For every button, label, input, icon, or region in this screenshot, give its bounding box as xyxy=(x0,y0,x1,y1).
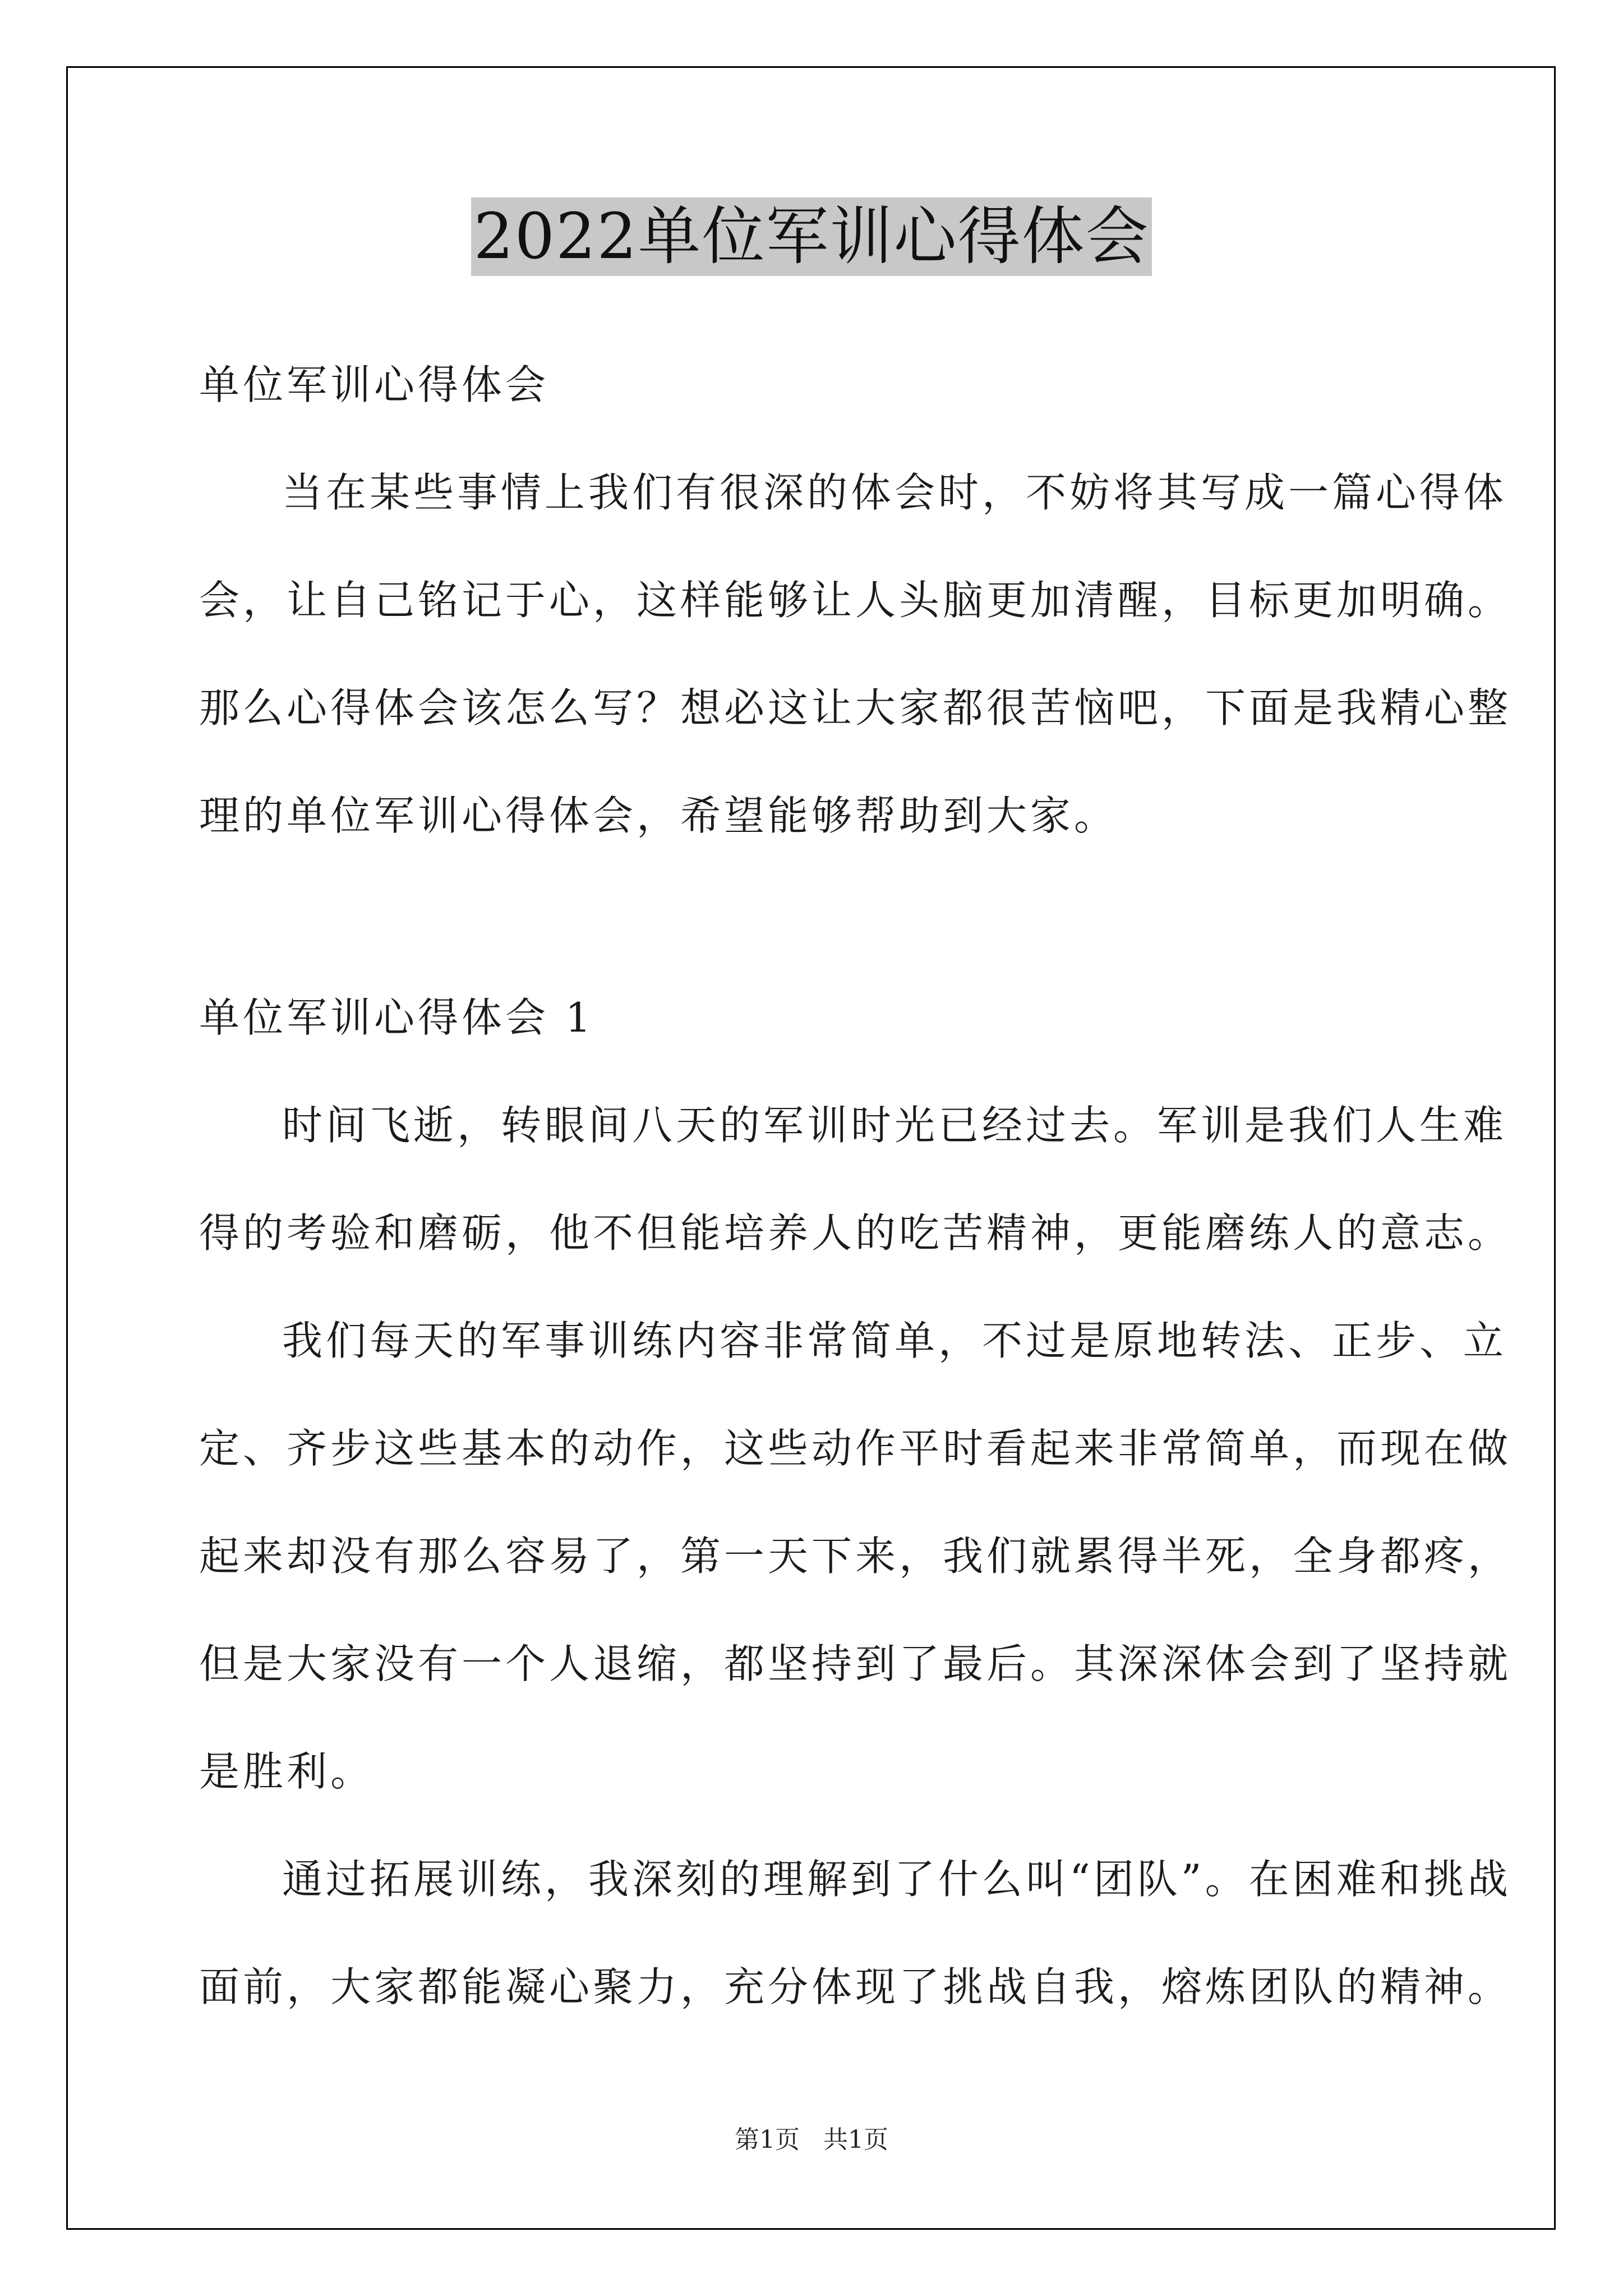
section-heading: 单位军训心得体会 1 xyxy=(199,994,594,1041)
document-subtitle: 单位军训心得体会 xyxy=(199,361,550,408)
intro-paragraph-line: 当在某些事情上我们有很深的体会时，不妨将其写成一篇心得体 xyxy=(282,469,1507,516)
paragraph-line: 定、齐步这些基本的动作，这些动作平时看起来非常简单，而现在做 xyxy=(199,1425,1512,1472)
paragraph-line: 起来却没有那么容易了，第一天下来，我们就累得半死，全身都疼， xyxy=(199,1533,1512,1580)
paragraph-line: 但是大家没有一个人退缩，都坚持到了最后。其深深体会到了坚持就 xyxy=(199,1640,1512,1687)
page-footer: 第1页 共1页 xyxy=(735,2125,888,2154)
paragraph-line: 是胜利。 xyxy=(199,1748,375,1795)
intro-paragraph-line: 那么心得体会该怎么写？想必这让大家都很苦恼吧，下面是我精心整 xyxy=(199,684,1512,731)
paragraph-line: 时间飞逝，转眼间八天的军训时光已经过去。军训是我们人生难 xyxy=(282,1102,1507,1149)
title-container xyxy=(0,197,1623,276)
paragraph-line: 我们每天的军事训练内容非常简单，不过是原地转法、正步、立 xyxy=(282,1317,1507,1364)
paragraph-line: 得的考验和磨砺，他不但能培养人的吃苦精神，更能磨练人的意志。 xyxy=(199,1209,1512,1257)
document-title: 2022单位军训心得体会 xyxy=(471,197,1151,276)
paragraph-line: 面前，大家都能凝心聚力，充分体现了挑战自我，熔炼团队的精神。 xyxy=(199,1963,1512,2010)
document-body xyxy=(199,331,1512,2041)
paragraph-line: 通过拓展训练，我深刻的理解到了什么叫“团队”。在困难和挑战 xyxy=(282,1856,1511,1903)
section-gap xyxy=(199,869,1433,964)
intro-paragraph-line: 理的单位军训心得体会，希望能够帮助到大家。 xyxy=(199,792,1118,839)
intro-paragraph-line: 会，让自己铭记于心，这样能够让人头脑更加清醒，目标更加明确。 xyxy=(199,577,1512,624)
